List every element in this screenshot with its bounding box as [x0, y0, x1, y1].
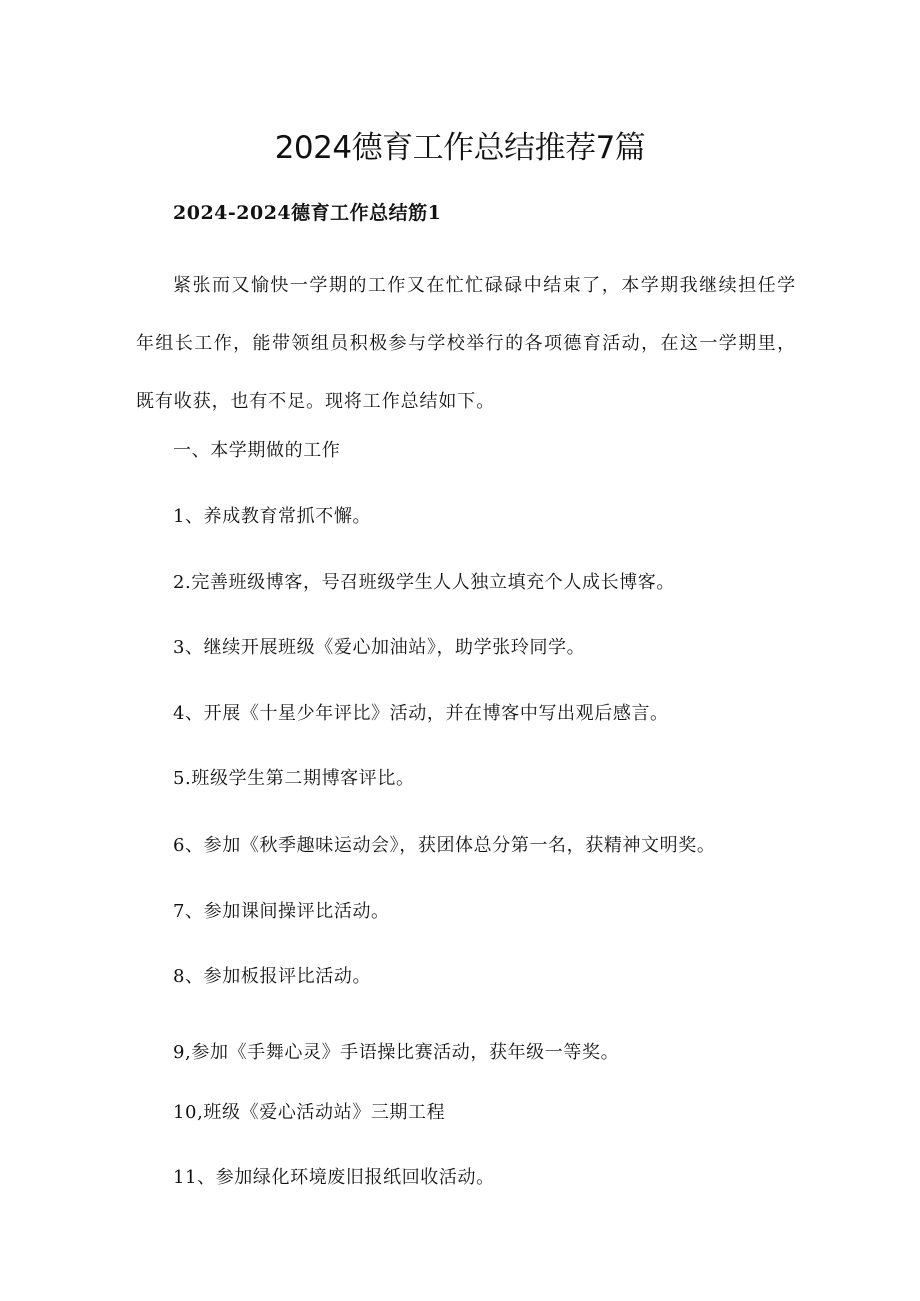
list-item: 8、参加板报评比活动。: [173, 966, 372, 987]
list-item: 1、养成教育常抓不懈。: [173, 506, 372, 527]
part-heading: 一、本学期做的工作: [173, 440, 341, 461]
list-item: 6、参加《秋季趣味运动会》，获团体总分第一名，获精神文明奖。: [173, 835, 716, 856]
intro-paragraph: 紧张而又愉快一学期的工作又在忙忙碌碌中结束了，本学期我继续担任学年组长工作，能带领组员积极参与学校举行的各项德育活动，在这一学期里，既有收获，也有不足。现将工作总结如下。: [136, 275, 796, 412]
list-item: 3、继续开展班级《爱心加油站》，助学张玲同学。: [173, 637, 586, 658]
section-heading: 2024-2024德育工作总结筋1: [173, 202, 442, 224]
list-item: 4、开展《十星少年评比》活动，并在博客中写出观后感言。: [173, 703, 669, 724]
list-item: 5.班级学生第二期博客评比。: [173, 768, 415, 789]
document-title: 2024德育工作总结推荐7篇: [274, 130, 646, 166]
list-item: 9,参加《手舞心灵》手语操比赛活动，获年级一等奖。: [173, 1042, 620, 1063]
list-item: 11、参加绿化环境废旧报纸回收活动。: [173, 1167, 495, 1188]
list-item: 7、参加课间操评比活动。: [173, 901, 390, 922]
list-item: 2.完善班级博客，号召班级学生人人独立填充个人成长博客。: [173, 572, 675, 593]
list-item: 10,班级《爱心活动站》三期工程: [173, 1102, 446, 1123]
